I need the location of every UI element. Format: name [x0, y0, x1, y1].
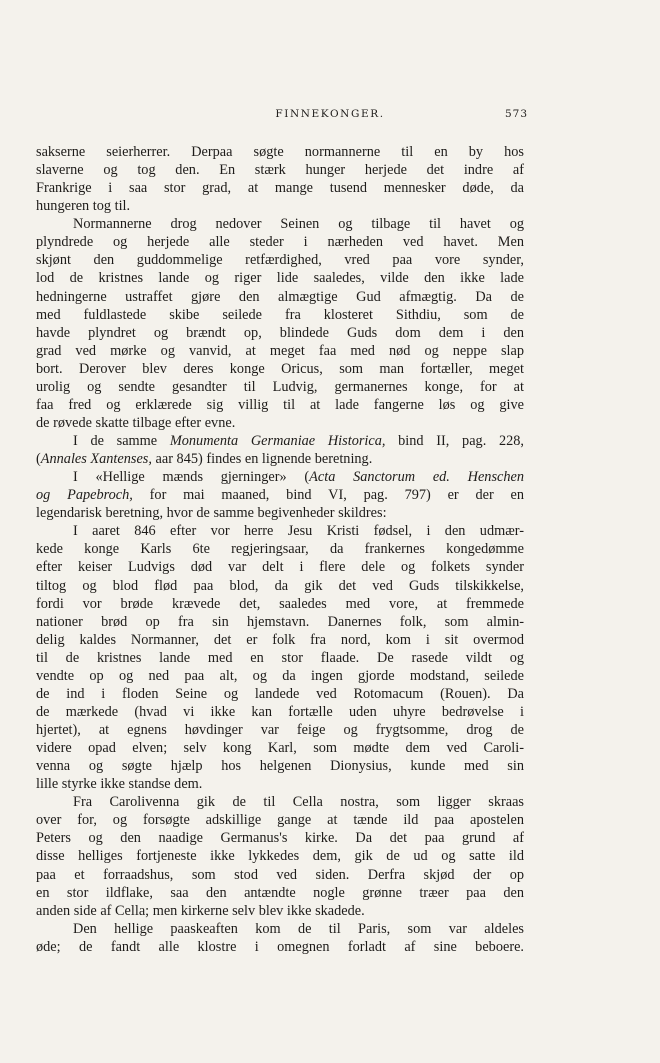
text-line: de røvede skatte tilbage efter evne. — [36, 414, 236, 431]
text-line: og Papebroch, for mai maaned, bind VI, pag. 797) er der en — [36, 487, 524, 504]
text-line: Frankrige i saa stor grad, at mange tusend mennesker døde, da — [36, 180, 524, 197]
paragraph — [36, 432, 524, 468]
text-line: skjønt den guddommelige retfærdighed, vred paa vore synder, — [36, 252, 524, 269]
text-line: plyndrede og herjede alle steder i nærheden ved havet. Men — [36, 234, 524, 251]
citation-title: Monumenta Germaniae Historica, — [169, 433, 386, 449]
paragraph — [36, 468, 524, 522]
text-line: videre opad elven; selv kong Karl, som mødte dem ved Caroli- — [36, 740, 524, 757]
citation-title: og Papebroch, — [36, 487, 133, 504]
text-line: fordi vor brøde krævede det, saaledes med vore, at fremmede — [36, 595, 524, 612]
text-line: (Annales Xantenses, aar 845) findes en lignende beretning. — [36, 451, 373, 468]
citation-title: Acta Sanctorum ed. Henschen — [309, 469, 525, 486]
text-line: efter keiser Ludvigs død var delt i flere dele og folkets synder — [36, 559, 524, 576]
body-text — [36, 143, 524, 956]
text-line: delig kaldes Normanner, det er folk fra nord, kom i sit overmod — [36, 631, 524, 648]
paragraph — [36, 215, 524, 432]
paragraph — [36, 143, 524, 215]
text-line: en stor ildflake, saa den antændte nogle grønne træer paa den — [36, 884, 524, 901]
text-line: nationer brød op fra sin hjemstavn. Danernes folk, som almin- — [36, 613, 524, 630]
text-line: faa fred og erklærede sig villig til at lade fangerne løs og give — [36, 396, 524, 413]
text-line: hjertet), at egnens høvdinger var feige og frygtsomme, drog de — [36, 722, 524, 738]
text-line: hungeren tog til. — [36, 198, 131, 215]
citation-title: Annales Xantenses, — [40, 451, 152, 468]
text-line: I «Hellige mænds gjerninger» (Acta Sanctorum ed. Henschen — [73, 469, 525, 486]
running-title: FINNEKONGER. — [275, 108, 385, 120]
text-line: disse helliges fortjeneste ikke lykkedes dem, gik de ud og satte ild — [36, 848, 524, 865]
text-line: bort. Derover blev deres konge Oricus, som man fortæller, meget — [36, 360, 524, 377]
text-line: havde plyndret og brændt op, blindede Guds dom dem i den — [36, 324, 524, 341]
running-head — [0, 108, 660, 124]
text-line: til de kristnes lande med en stor flaade. De rasede vildt og — [36, 649, 524, 666]
text-line: kede konge Karls 6te regjeringsaar, da frankernes kongedømme — [36, 541, 524, 558]
text-line: over for, og forsøgte adskillige gange at tænde ild paa apostelen — [36, 812, 524, 829]
text-line: de mærkede (hvad vi ikke kan fortælle uden uhyre bedrøvelse i — [36, 703, 524, 720]
text-line: øde; de fandt alle klostre i omegnen forladt af sine beboere. — [36, 938, 524, 955]
text-line: med fuldlastede skibe seilede fra klosteret Sithdiu, som de — [36, 306, 524, 323]
paragraph — [36, 793, 524, 919]
text-line: legendarisk beretning, hvor de samme begivenheder skildres: — [36, 505, 387, 522]
text-line: urolig og sendte gesandter til Ludvig, germanernes konge, for at — [36, 378, 524, 395]
paragraph — [36, 920, 524, 956]
page-number: 573 — [504, 108, 528, 120]
text-line: I aaret 846 efter vor herre Jesu Kristi fødsel, i den udmær- — [73, 523, 524, 540]
text-line: tiltog og blod flød paa blod, da gik det ved Guds tilskikkelse, — [36, 577, 524, 594]
paragraph — [36, 522, 524, 793]
text-line: lod de kristnes lande og riger lide saaledes, vilde den ikke lade — [36, 270, 524, 287]
text-line: Fra Carolivenna gik de til Cella nostra, som ligger skraas — [73, 794, 524, 811]
text-line: paa et forraadshus, som stod ved siden. Derfra skjød der op — [36, 866, 524, 883]
text-line: Peters og den naadige Germanus's kirke. Da det paa grund af — [36, 830, 524, 847]
text-line: anden side af Cella; men kirkerne selv blev ikke skadede. — [36, 902, 365, 919]
text-line: sakserne seierherrer. Derpaa søgte normannerne til en by hos — [36, 144, 524, 160]
text-line: venna og søgte hjælp hos helgenen Dionysius, kunde med sin — [36, 758, 524, 775]
text-line: de ind i floden Seine og landede ved Rotomacum (Rouen). Da — [36, 685, 524, 702]
text-line: Normannerne drog nedover Seinen og tilbage til havet og — [73, 216, 524, 233]
text-line: hedningerne ustraffet gjøre den almægtige Gud afmægtig. Da de — [36, 288, 524, 305]
text-line: Den hellige paaskeaften kom de til Paris, som var aldeles — [73, 920, 524, 937]
text-line: I de samme Monumenta Germaniae Historica, bind II, pag. 228, — [73, 433, 524, 449]
text-line: vendte op og ned paa alt, og da ingen gjorde modstand, seilede — [36, 667, 524, 684]
text-line: slaverne og tog den. En stærk hunger herjede det indre af — [36, 162, 524, 179]
text-line: grad ved mørke og vanvid, at meget faa med nød og neppe slap — [36, 342, 524, 359]
text-line: lille styrke ikke standse dem. — [36, 776, 203, 793]
